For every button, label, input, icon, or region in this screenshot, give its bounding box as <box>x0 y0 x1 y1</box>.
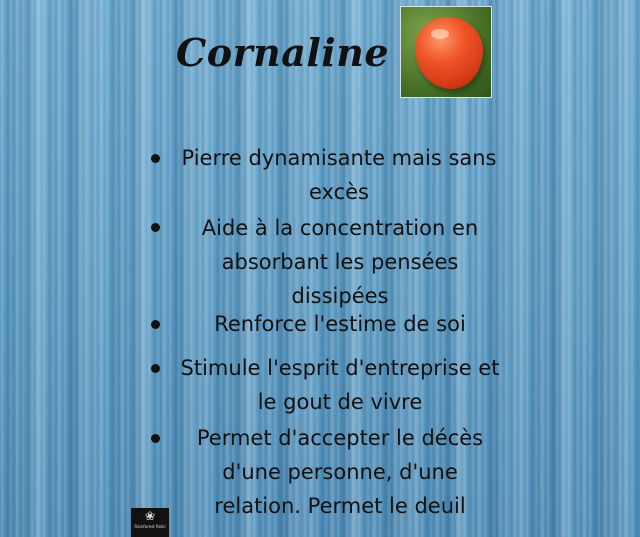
bullet-dot <box>151 434 160 443</box>
carnelian-stone-photo <box>400 6 492 98</box>
page-title: Cornaline <box>176 30 390 75</box>
bullet-text: Pierre dynamisante mais sans excès <box>181 146 497 204</box>
logo-text: Rainforest Reiki <box>134 524 166 529</box>
stone-shape <box>415 17 483 89</box>
bullet-text: Stimule l'esprit d'entreprise et le gout de vivre <box>180 356 500 414</box>
bullet-dot <box>151 154 160 163</box>
bullet-dot <box>151 364 160 373</box>
bullet-dot <box>151 320 160 329</box>
bullet-text: Permet d'accepter le décès d'une personne, d'une relation. Permet le deuil <box>196 426 484 518</box>
bullet-dot <box>151 223 160 232</box>
bullet-text: Aide à la concentration en absorbant les pensées dissipées <box>201 216 479 308</box>
lotus-icon: ❀ <box>144 509 156 523</box>
bullet-text: Renforce l'estime de soi <box>214 312 466 336</box>
brand-logo <box>131 508 169 537</box>
